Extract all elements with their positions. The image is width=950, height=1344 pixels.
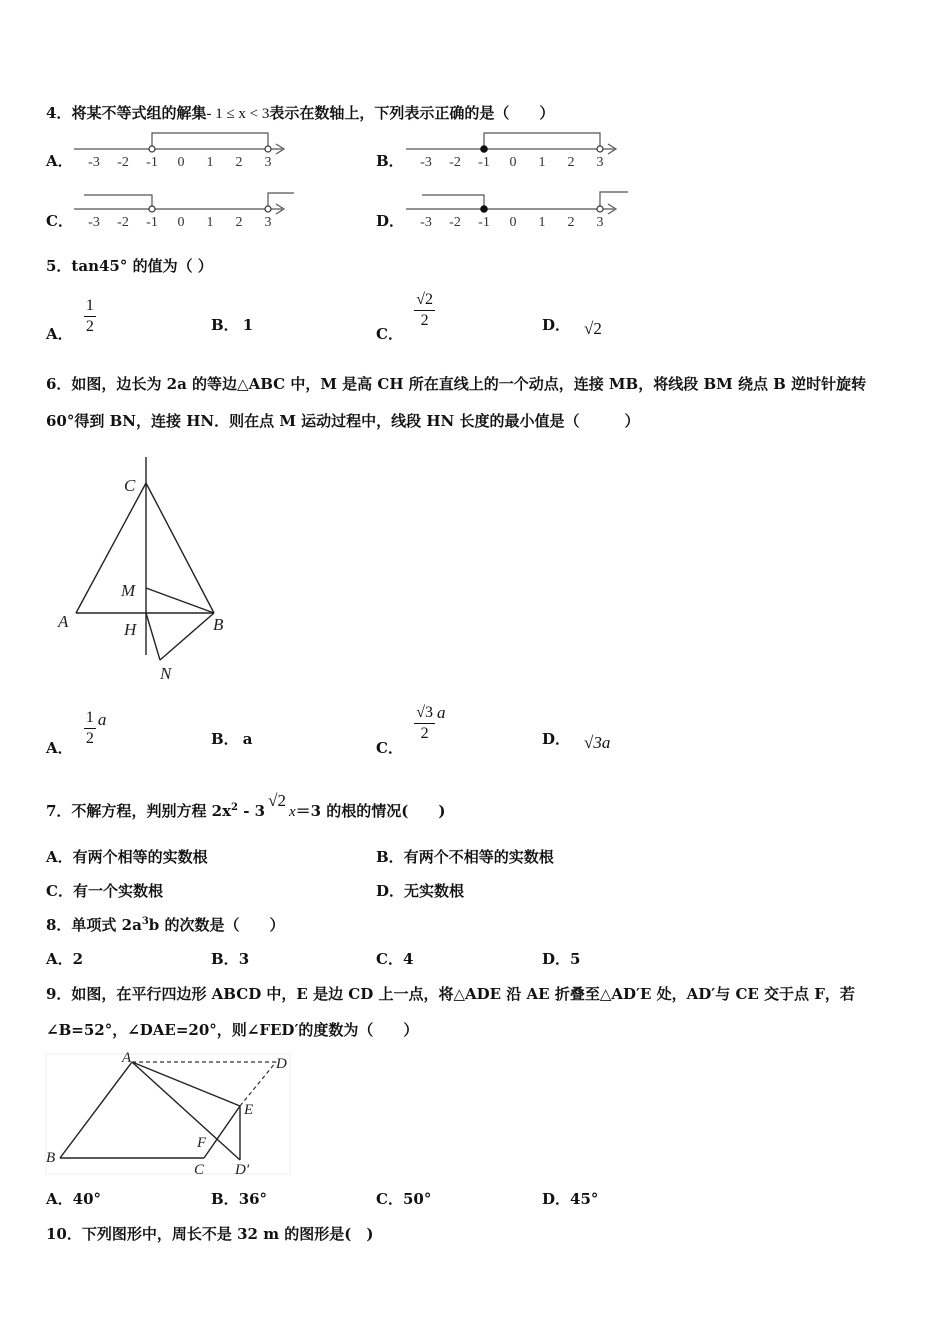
q7-option-d: D．无实数根 <box>376 882 465 900</box>
q7-option-c: C．有一个实数根 <box>46 882 163 900</box>
tick-label: -1 <box>146 155 158 170</box>
figure-label-m: M <box>121 581 136 600</box>
number-line-a <box>70 128 300 174</box>
tick-label: 2 <box>235 155 243 170</box>
q7-question: 7．不解方程，判别方程 $2x^2 - 3√2x=3$ 的根的情况( ) <box>46 791 446 820</box>
q9-question-line1: 9．如图，在平行四边形 ABCD 中，E 是边 CD 上一点，将△ADE 沿 AE 折叠至△AD′E 处，AD′与 CE 交于点 F，若 <box>46 985 855 1003</box>
q6-option-b: B． a <box>211 730 253 748</box>
q5-option-b: B． 1 <box>211 316 254 334</box>
tick-label: -2 <box>449 215 461 230</box>
figure-label-c: C <box>194 1162 205 1178</box>
q9-option-d: D．45° <box>542 1190 599 1208</box>
q6-question-line1: 6．如图，边长为 2a 的等边△ABC 中，M 是高 CH 所在直线上的一个动点，连接 MB，将线段 BM 绕点 B 逆时针旋转 <box>46 375 867 393</box>
tick-label: 1 <box>538 215 546 230</box>
tick-label: 2 <box>235 215 243 230</box>
tick-label: 3 <box>264 215 272 230</box>
tick-label: -2 <box>117 155 129 170</box>
q6-triangle-figure <box>50 455 250 690</box>
q5-option-c: C． $\frac{√2}{2}$ <box>376 291 433 343</box>
tick-label: 3 <box>596 155 604 170</box>
q4-option-d-label: D． <box>376 212 405 230</box>
tick-label: 3 <box>264 155 272 170</box>
q4-question: 4．将某不等式组的解集- 1 ≤ x < 3表示在数轴上，下列表示正确的是（ ） <box>46 104 555 122</box>
q9-parallelogram-figure <box>42 1048 297 1180</box>
q9-option-c: C．50° <box>376 1190 432 1208</box>
tick-label: 1 <box>206 155 214 170</box>
tick-label: -1 <box>478 215 490 230</box>
q4-option-c-label: C． <box>46 212 73 230</box>
tick-label: -3 <box>420 155 432 170</box>
figure-label-e: E <box>244 1102 254 1118</box>
figure-label-n: N <box>160 664 172 683</box>
q8-option-a: A．2 <box>46 950 84 968</box>
tick-label: -3 <box>88 215 100 230</box>
tick-label: 1 <box>206 215 214 230</box>
q7-option-b: B．有两个不相等的实数根 <box>376 848 554 866</box>
figure-label-d: D <box>276 1056 287 1072</box>
q5-option-d: D． √2 <box>542 316 602 338</box>
figure-label-d-prime: D′ <box>235 1162 250 1178</box>
q9-option-b: B．36° <box>211 1190 268 1208</box>
q5-option-a: A． $\frac{1}{2}$ <box>46 297 94 343</box>
figure-label-b: B <box>46 1150 56 1166</box>
figure-label-h: H <box>124 620 137 639</box>
q9-question-line2: ∠B=52°，∠DAE=20°，则∠FED′的度数为（ ） <box>46 1021 419 1039</box>
figure-label-a: A <box>122 1050 132 1066</box>
q6-option-a: A． $\frac{1}{2}$ a <box>46 709 107 757</box>
tick-label: 3 <box>596 215 604 230</box>
tick-label: -2 <box>449 155 461 170</box>
tick-label: 0 <box>177 215 185 230</box>
tick-label: 2 <box>567 215 575 230</box>
q5-question: 5．tan45° 的值为（ ） <box>46 257 213 275</box>
tick-label: -1 <box>478 155 490 170</box>
figure-label-f: F <box>197 1135 207 1151</box>
figure-label-b: B <box>213 615 224 634</box>
q4-option-a-label: A． <box>46 152 73 170</box>
tick-label: -1 <box>146 215 158 230</box>
q10-question: 10．下列图形中，周长不是 32 m 的图形是( ) <box>46 1225 374 1243</box>
q6-option-d: D． √3a <box>542 730 611 752</box>
tick-label: 2 <box>567 155 575 170</box>
tick-label: 1 <box>538 155 546 170</box>
q6-question-line2: 60°得到 BN，连接 HN．则在点 M 运动过程中，线段 HN 长度的最小值是（ ） <box>46 412 640 430</box>
tick-label: -3 <box>88 155 100 170</box>
q9-option-a: A．40° <box>46 1190 102 1208</box>
q8-option-d: D．5 <box>542 950 581 968</box>
tick-label: -2 <box>117 215 129 230</box>
number-line-c <box>70 188 300 234</box>
tick-label: 0 <box>177 155 185 170</box>
figure-label-a: A <box>58 612 69 631</box>
tick-label: 0 <box>509 215 517 230</box>
q6-option-c: C． $\frac{√3}{2}$ a <box>376 702 446 757</box>
q8-option-b: B．3 <box>211 950 250 968</box>
q8-question: 8．单项式 $2a^3b$ 的次数是（ ） <box>46 916 285 934</box>
number-line-d <box>402 188 632 234</box>
tick-label: 0 <box>509 155 517 170</box>
figure-label-c: C <box>124 476 136 495</box>
q7-option-a: A．有两个相等的实数根 <box>46 848 208 866</box>
q4-option-b-label: B． <box>376 152 404 170</box>
q8-option-c: C．4 <box>376 950 414 968</box>
tick-label: -3 <box>420 215 432 230</box>
number-line-b <box>402 128 632 174</box>
